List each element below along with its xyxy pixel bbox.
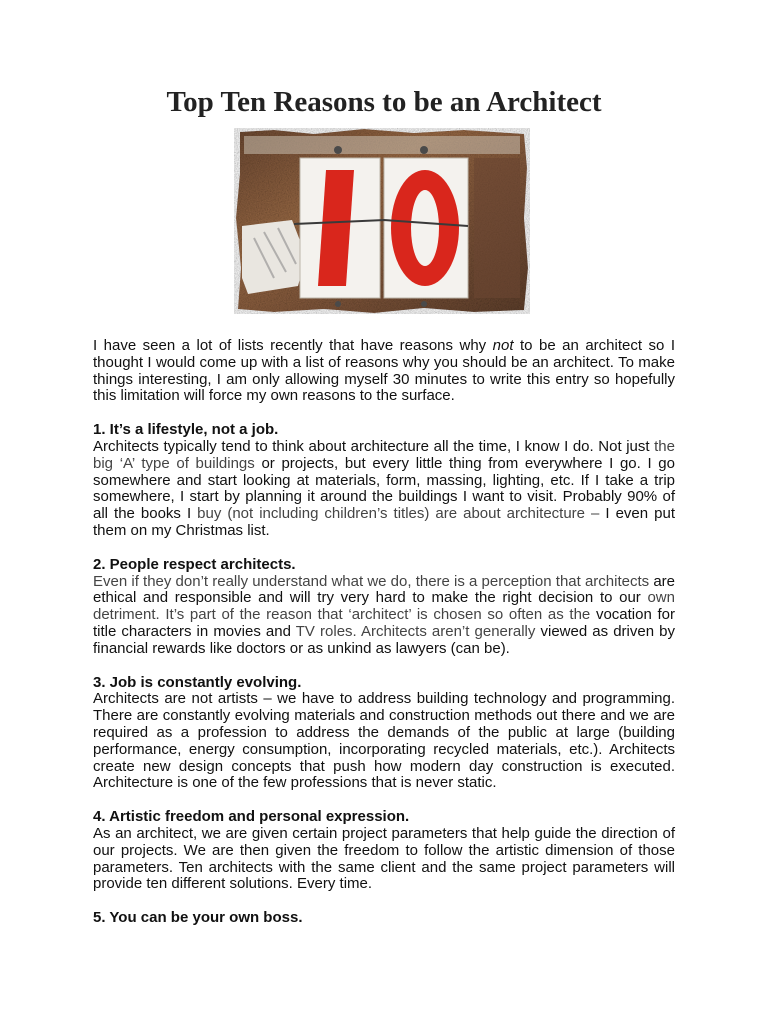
reason-1-text-e: I even put them on my Christmas list. [93, 505, 675, 539]
reason-2-text-b: are ethical and responsible and will try very hard to make the right decision to our [93, 572, 676, 607]
intro-paragraph [93, 338, 675, 405]
reason-2-heading: 2. People respect architects. [93, 555, 296, 573]
reason-3-heading: 3. Job is constantly evolving. [93, 673, 302, 691]
reason-2-text-e: TV roles. Architects aren’t generally [295, 622, 536, 640]
reason-1-text-b: the big ‘A’ type of buildings [93, 437, 675, 472]
reason-3-body: Architects are not artists – we have to address building technology and programming. There are constantly evolving materials and construction methods out there and we are required as a profession to address the demands of the public at large (building performance, energy consumption, incorporating recycled materials, etc.). Architects create new design concepts that push how modern day construction is executed. Architecture is one of the few professions that is never static. [93, 690, 675, 792]
reason-1-body [93, 439, 675, 540]
reason-1-text-a: Architects typically tend to think about architecture all the time, I know I do. Not just [93, 437, 655, 455]
reason-5-heading: 5. You can be your own boss. [93, 909, 303, 927]
number-10-sign-photo-icon [234, 128, 530, 314]
intro-text-start: I have seen a lot of lists recently that have reasons why [93, 337, 493, 354]
reason-1-text-c: or projects, but every little thing from everywhere I go. I go somewhere and start looking at materials, form, massing, lighting, etc. If I take a trip somewhere, I start by planning it around the buildings I want to visit. Probably 90% of all the books I [93, 454, 675, 523]
article-body [93, 338, 675, 944]
reason-4 [93, 809, 675, 893]
reason-1-text-d: buy (not including children’s titles) are about architecture – [197, 505, 600, 523]
intro-emphasis: not [492, 337, 514, 354]
reason-2 [93, 557, 675, 658]
reason-5 [93, 910, 675, 927]
reason-2-text-c: own detriment. It’s part of the reason that ‘architect’ is chosen so often as the [93, 589, 675, 624]
reason-2-text-d: vocation for title characters in movies and [93, 606, 675, 640]
reason-3 [93, 675, 675, 793]
reason-2-text-f: viewed as driven by financial rewards like doctors or as unkind as lawyers (can be). [93, 622, 675, 657]
intro-text-end: to be an architect so I thought I would come up with a list of reasons why you should be an architect. To make things interesting, I am only allowing myself 30 minutes to write this entry so hopefully this limitation will force my own reasons to the surface. [93, 337, 675, 405]
reason-4-heading: 4. Artistic freedom and personal expression. [93, 808, 410, 826]
reason-2-body [93, 574, 675, 658]
page-title: Top Ten Reasons to be an Architect [166, 86, 602, 118]
number-10-sign-photo [234, 128, 530, 314]
reason-2-text-a: Even if they don’t really understand what we do, there is a perception that architects [93, 572, 650, 590]
reason-4-body: As an architect, we are given certain project parameters that help guide the direction of our projects. We are then given the freedom to follow the artistic dimension of those parameters. Ten architects with the same client and the same project parameters will provide ten different solutions. Every time. [93, 824, 675, 893]
reason-1-heading: 1. It’s a lifestyle, not a job. [93, 421, 279, 439]
reason-1 [93, 422, 675, 540]
